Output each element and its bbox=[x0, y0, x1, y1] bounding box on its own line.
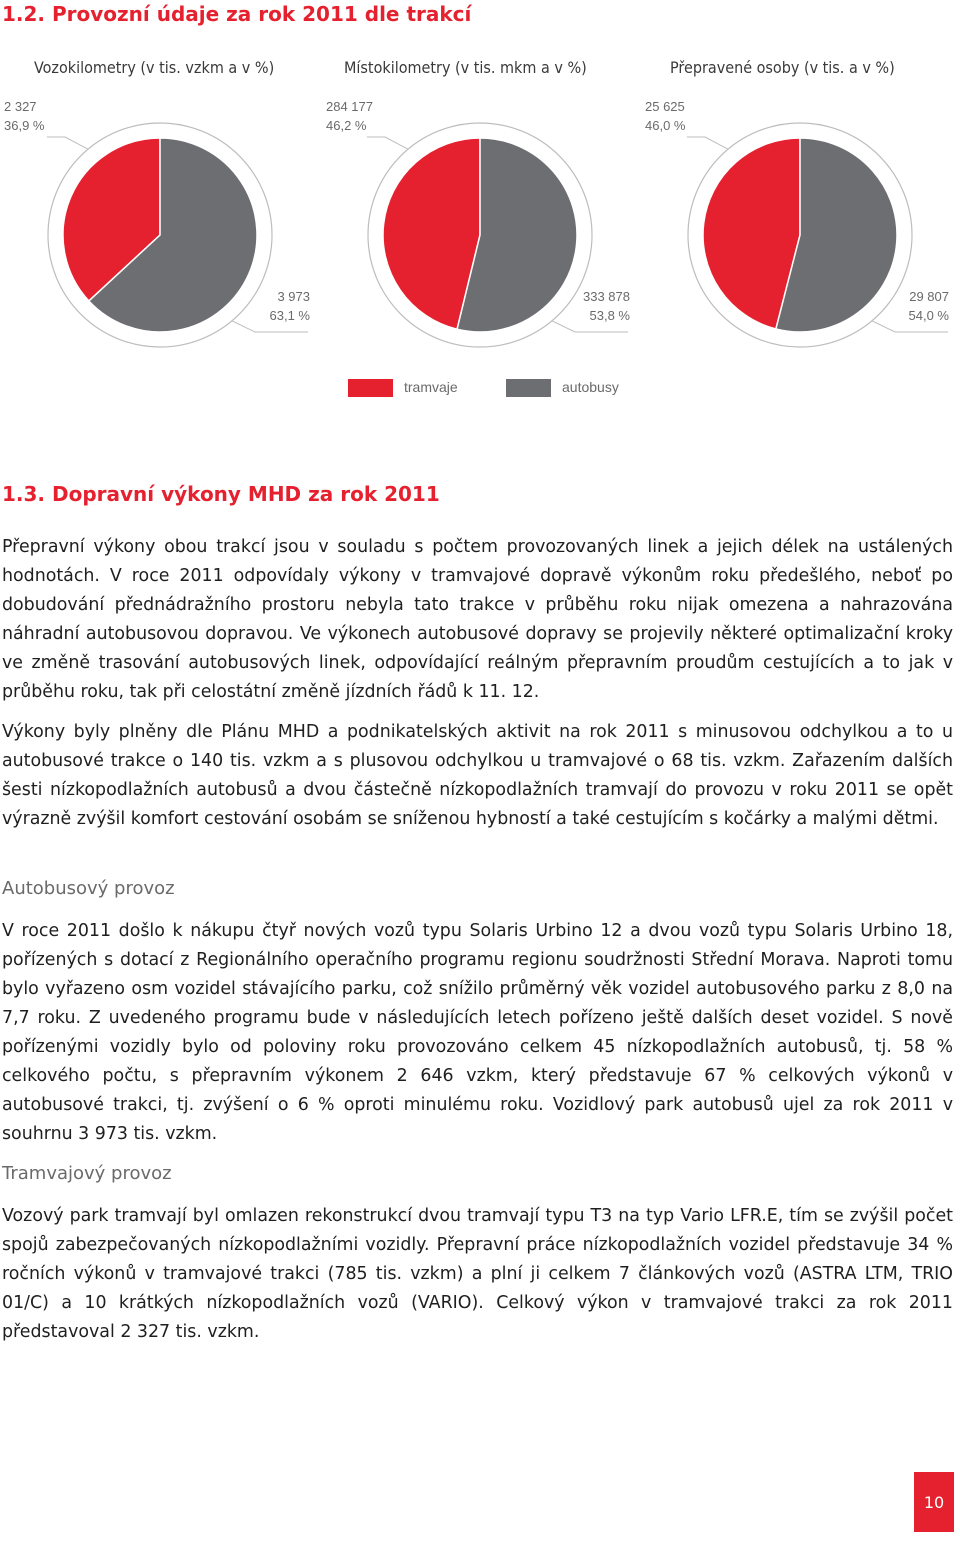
leader-line-tram bbox=[47, 137, 88, 149]
chart-3-title: Přepravené osoby (v tis. a v %) bbox=[670, 58, 895, 77]
bus-section-title: Autobusový provoz bbox=[2, 878, 175, 899]
paragraph-4: Vozový park tramvají byl omlazen rekonstrukcí dvou tramvají typu T3 na typ Vario LFR.E, tím se zvýšil počet spojů zabezpečovaných nízkopodlažními vozidly. Přepravní práce nízkopodlažních vozidel představuje 34 % ročních výkonů v tramvajové trakci (785 tis. vzkm) a plní ji celkem 7 článkových vozů (ASTRA LTM, TRIO 01/C) a 10 krátkých nízkopodlažních vozů (VARIO). Celkový výkon v tramvajové trakci za rok 2011 představoval 2 327 tis. vzkm. bbox=[2, 1206, 953, 1342]
legend-bus-label: autobusy bbox=[562, 379, 619, 395]
paragraph-2: Výkony byly plněny dle Plánu MHD a podnikatelských aktivit na rok 2011 s minusovou odchylkou a to u autobusové trakce o 140 tis. vzkm a s plusovou odchylkou u tramvajové o 68 tis. vzkm. Zařazením dalších šesti nízkopodlažních autobusů a dvou částečně nízkopodlažních tramvají do provozu v roku 2011 se opět výrazně zvýšil komfort cestování osobám se sníženou hybností a také cestujícím s kočárky a malými dětmi. bbox=[2, 722, 953, 829]
chart-1-bus-value: 3 973 bbox=[277, 289, 310, 304]
chart-1-tram-label bbox=[4, 97, 44, 135]
chart-3-bus-label bbox=[869, 287, 949, 325]
tram-section-title: Tramvajový provoz bbox=[2, 1163, 172, 1184]
legend-tram-swatch bbox=[348, 379, 393, 397]
chart-2-title: Místokilometry (v tis. mkm a v %) bbox=[344, 58, 587, 77]
section-1-2-title: 1.2. Provozní údaje za rok 2011 dle trakcí bbox=[2, 2, 472, 26]
chart-3-bus-value: 29 807 bbox=[909, 289, 949, 304]
chart-1-bus-percent: 63,1 % bbox=[269, 308, 310, 323]
pie-charts bbox=[0, 0, 960, 360]
paragraph-1: Přepravní výkony obou trakcí jsou v souladu s počtem provozovaných linek a jejich délek na ustálených hodnotách. V roce 2011 odpovídaly výkony v tramvajové dopravě výkonům roku předešlého, neboť po dobudování přednádražního prostoru nebyla tato trakce v průběhu roku nijak omezena a nahrazována náhradní autobusovou dopravou. Ve výkonech autobusové dopravy se projevily některé optimalizační kroky ve změně trasování autobusových linek, odpovídající reálným přepravním proudům cestujících a to jak v průběhu roku, tak při celostátní změně jízdních řádů k 11. 12. bbox=[2, 537, 953, 702]
chart-2-bus-label bbox=[550, 287, 630, 325]
chart-2-tram-label bbox=[326, 97, 373, 135]
leader-line-tram bbox=[687, 137, 728, 149]
chart-1-bus-label bbox=[230, 287, 310, 325]
section-1-3-title: 1.3. Dopravní výkony MHD za rok 2011 bbox=[2, 482, 440, 506]
chart-2-tram-percent: 46,2 % bbox=[326, 118, 367, 133]
chart-2-tram-value: 284 177 bbox=[326, 99, 373, 114]
leader-line-tram bbox=[367, 137, 408, 149]
chart-3-bus-percent: 54,0 % bbox=[908, 308, 949, 323]
chart-2-bus-value: 333 878 bbox=[583, 289, 630, 304]
chart-1-tram-percent: 36,9 % bbox=[4, 118, 45, 133]
chart-3-tram-value: 25 625 bbox=[645, 99, 685, 114]
paragraph-3: V roce 2011 došlo k nákupu čtyř nových vozů typu Solaris Urbino 12 a dvou vozů typu Solaris Urbino 18, pořízených s dotací z Regionálního operačního programu regionu soudržnosti Střední Morava. Naproti tomu bylo vyřazeno osm vozidel stávajícího parku, což snížilo průměrný věk vozidel autobusového parku z 8,0 na 7,7 roku. Z uvedeného programu bude v následujících letech pořízeno ještě dalších deset vozidel. S nově pořízenými vozidly bylo od poloviny roku provozováno celkem 45 nízkopodlažních autobusů, tj. 58 % celkového počtu, s přepravním výkonem 2 646 vzkm, který představuje 67 % celkových výkonů v autobusové trakci, tj. zvýšení o 6 % oproti minulému roku. Vozidlový park autobusů ujel za rok 2011 v souhrnu 3 973 tis. vzkm. bbox=[2, 921, 953, 1144]
legend-tram-label: tramvaje bbox=[404, 379, 458, 395]
chart-1-tram-value: 2 327 bbox=[4, 99, 37, 114]
legend-bus-swatch bbox=[506, 379, 551, 397]
chart-3-tram-percent: 46,0 % bbox=[645, 118, 686, 133]
page-number: 10 bbox=[914, 1472, 954, 1532]
chart-2-bus-percent: 53,8 % bbox=[589, 308, 630, 323]
chart-1-title: Vozokilometry (v tis. vzkm a v %) bbox=[34, 58, 275, 77]
chart-3-tram-label bbox=[645, 97, 685, 135]
